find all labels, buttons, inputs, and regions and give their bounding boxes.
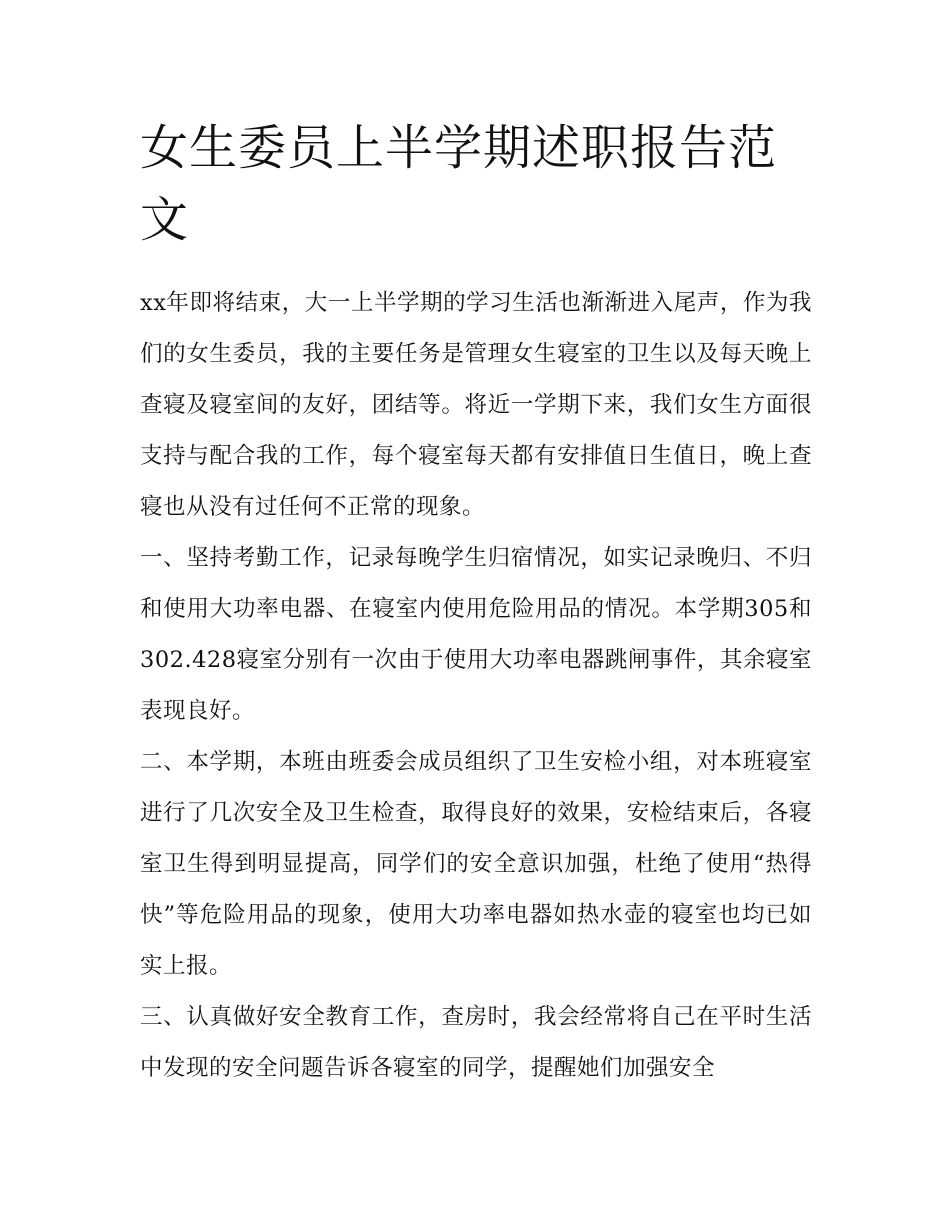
paragraph-intro: xx年即将结束，大一上半学期的学习生活也渐渐进入尾声，作为我们的女生委员，我的主要任务是管理女生寝室的卫生以及每天晚上查寝及寝室间的友好，团结等。将近一学期下来，我们女生方面很支持与配合我的工作，每个寝室每天都有安排值日生值日，晚上查寝也从没有过任何不正常的现象。 — [140, 290, 812, 520]
paragraph-inspection: 二、本学期，本班由班委会成员组织了卫生安检小组，对本班寝室进行了几次安全及卫生检查，取得良好的效果，安检结束后，各寝室卫生得到明显提高，同学们的安全意识加强，杜绝了使用“热得快”等危险用品的现象，使用大功率电器如热水壶的寝室也均已如实上报。 — [140, 749, 812, 979]
paragraph-attendance: 一、坚持考勤工作，记录每晚学生归宿情况，如实记录晚归、不归和使用大功率电器、在寝室内使用危险用品的情况。本学期305和302.428寝室分别有一次由于使用大功率电器跳闸事件，其余寝室表现良好。 — [140, 545, 812, 724]
document-body — [140, 278, 812, 1094]
paragraph-safety-education: 三、认真做好安全教育工作，查房时，我会经常将自己在平时生活中发现的安全问题告诉各寝室的同学，提醒她们加强安全 — [140, 1004, 812, 1081]
document-title: 女生委员上半学期述职报告范文 — [140, 120, 778, 248]
